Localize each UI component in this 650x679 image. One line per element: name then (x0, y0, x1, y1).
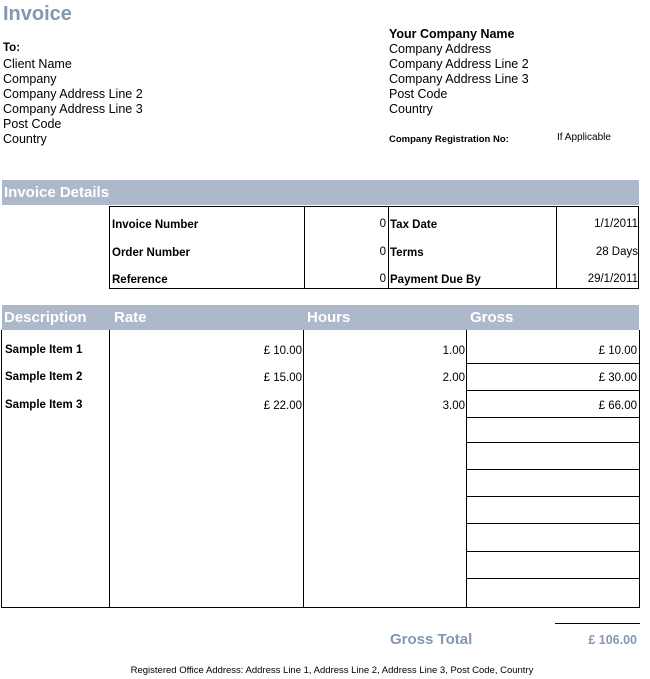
client-address-line-2: Company Address Line 2 (3, 87, 143, 101)
gross-total-label: Gross Total (390, 631, 473, 648)
footer-text: Registered Office Address: Address Line 1, Address Line 2, Address Line 3, Post Code, Country (130, 665, 534, 676)
item-rate: £ 15.00 (263, 372, 302, 384)
company-address-line-2: Company Address Line 2 (389, 57, 529, 71)
order-number-value: 0 (379, 246, 386, 258)
terms-value: 28 Days (595, 246, 638, 258)
items-divider-2 (303, 330, 304, 607)
invoice-number-label: Invoice Number (112, 219, 199, 231)
item-gross: £ 66.00 (598, 400, 637, 412)
reference-label: Reference (112, 274, 168, 286)
to-label: To: (3, 42, 21, 54)
tax-date-label: Tax Date (390, 219, 438, 231)
gross-total-value: £ 106.00 (588, 633, 637, 647)
client-post-code: Post Code (3, 117, 62, 131)
details-divider-1 (304, 207, 305, 288)
invoice-details-table (109, 206, 639, 289)
item-rate: £ 10.00 (263, 345, 302, 357)
hours-column-header: Hours (307, 309, 351, 326)
rate-column-header: Rate (114, 309, 147, 326)
gross-row-line (467, 551, 639, 552)
client-company: Company (3, 72, 57, 86)
invoice-details-band (2, 180, 639, 205)
details-divider-2 (388, 207, 389, 288)
registered-office-footer (0, 665, 650, 676)
items-divider-1 (109, 330, 110, 607)
company-name: Your Company Name (389, 27, 515, 41)
company-address-line-3: Company Address Line 3 (389, 72, 529, 86)
items-table (1, 330, 640, 608)
item-rate: £ 22.00 (263, 400, 302, 412)
item-hours: 1.00 (442, 345, 465, 357)
item-hours: 3.00 (442, 400, 465, 412)
gross-row-line (467, 363, 639, 364)
company-post-code: Post Code (389, 87, 448, 101)
item-description: Sample Item 3 (5, 399, 83, 411)
gross-column-header: Gross (470, 309, 514, 326)
gross-row-line (467, 390, 639, 391)
total-rule (555, 623, 640, 624)
tax-date-value: 1/1/2011 (594, 218, 638, 230)
invoice-number-value: 0 (379, 218, 386, 230)
item-hours: 2.00 (442, 372, 465, 384)
client-name: Client Name (3, 57, 72, 71)
registration-value: If Applicable (557, 132, 611, 143)
invoice-details-heading: Invoice Details (4, 184, 110, 201)
order-number-label: Order Number (112, 247, 190, 259)
items-header-band (2, 305, 639, 330)
payment-due-label: Payment Due By (390, 274, 481, 286)
gross-row-line (467, 496, 639, 497)
registration-label: Company Registration No: (389, 134, 509, 145)
gross-row-line (467, 578, 639, 579)
gross-row-line (467, 442, 639, 443)
company-country: Country (389, 102, 433, 116)
item-description: Sample Item 2 (5, 371, 83, 383)
company-address: Company Address (389, 42, 492, 56)
reference-value: 0 (379, 273, 386, 285)
description-column-header: Description (4, 309, 87, 326)
item-description: Sample Item 1 (5, 344, 83, 356)
invoice-title: Invoice (3, 3, 72, 25)
gross-row-line (467, 469, 639, 470)
gross-row-line (467, 523, 639, 524)
details-divider-3 (556, 207, 557, 288)
payment-due-value: 29/1/2011 (587, 273, 638, 285)
terms-label: Terms (390, 247, 424, 259)
item-gross: £ 30.00 (598, 372, 637, 384)
client-address-line-3: Company Address Line 3 (3, 102, 143, 116)
gross-row-line (467, 417, 639, 418)
item-gross: £ 10.00 (598, 345, 637, 357)
client-country: Country (3, 132, 47, 146)
